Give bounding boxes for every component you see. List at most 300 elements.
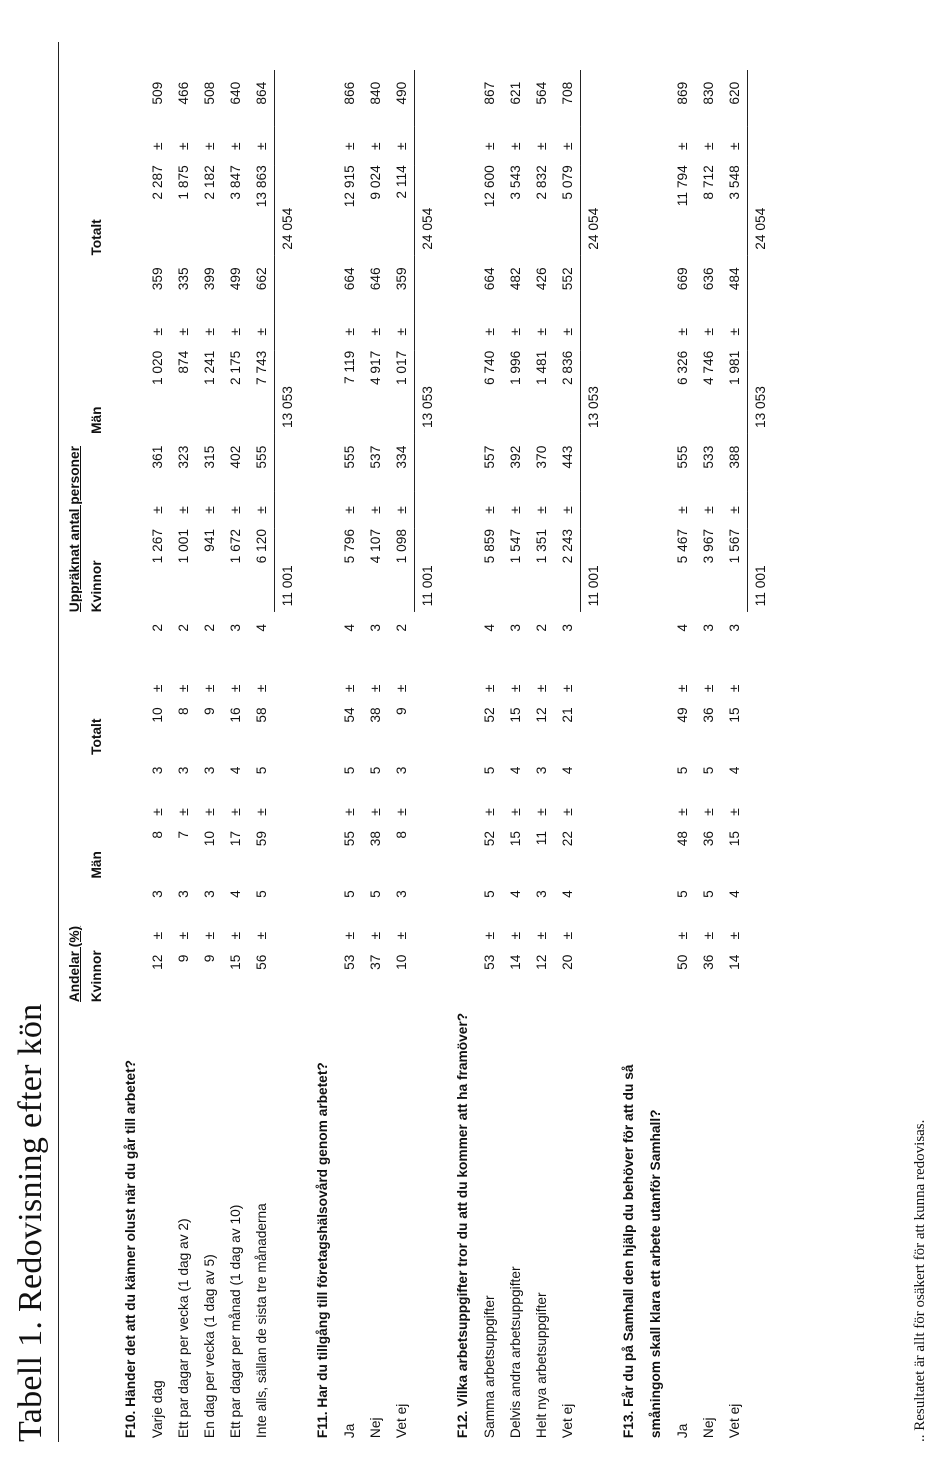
plus-minus-sign: ± <box>393 506 409 514</box>
andelar-kvinnor-margin: 5 <box>481 890 497 898</box>
answer-label: Vet ej <box>559 1403 576 1439</box>
plus-minus-sign: ± <box>341 808 357 816</box>
antal-totalt-margin: 621 <box>507 81 523 105</box>
plus-minus-sign: ± <box>341 506 357 514</box>
andelar-man-value: 36 <box>700 830 716 847</box>
table-body <box>107 70 772 1442</box>
antal-man-value: 7 119 <box>341 350 357 385</box>
answer-label: Varje dag <box>149 1380 165 1439</box>
antal-kvinnor-value: 4 107 <box>367 529 383 564</box>
plus-minus-sign: ± <box>175 931 191 940</box>
andelar-totalt-margin: 4 <box>253 623 270 632</box>
antal-man-margin: 482 <box>507 267 523 291</box>
antal-kvinnor-value: 5 859 <box>481 529 497 564</box>
andelar-kvinnor-value: 37 <box>367 954 383 970</box>
andelar-totalt-value: 15 <box>726 707 743 723</box>
antal-totalt-value: 8 712 <box>700 165 716 200</box>
andelar-man-value: 52 <box>481 830 497 847</box>
antal-kvinnor-margin: 370 <box>533 445 549 469</box>
antal-kvinnor-margin: 557 <box>481 445 497 469</box>
plus-minus-sign: ± <box>175 808 191 816</box>
question-row <box>605 70 669 1442</box>
plus-minus-sign: ± <box>201 327 217 336</box>
plus-minus-sign: ± <box>149 684 165 693</box>
andelar-kvinnor-value: 53 <box>341 954 357 970</box>
plus-minus-sign: ± <box>700 506 716 514</box>
andelar-kvinnor-margin: 5 <box>674 890 690 898</box>
plus-minus-sign: ± <box>559 808 576 816</box>
antal-man-value: 1 481 <box>533 350 549 386</box>
total-totalt: 24 054 <box>275 70 300 256</box>
plus-minus-sign: ± <box>674 684 690 693</box>
antal-man-value: 1 241 <box>201 350 217 386</box>
andelar-kvinnor-margin: 5 <box>367 890 383 898</box>
antal-man-value: 1 996 <box>507 350 523 386</box>
andelar-totalt-margin: 3 <box>559 623 576 632</box>
plus-minus-sign: ± <box>227 142 243 151</box>
total-kvinnor: 11 001 <box>748 434 773 612</box>
andelar-totalt-value: 54 <box>341 707 357 723</box>
antal-totalt-margin: 509 <box>149 81 165 105</box>
table-row <box>144 70 170 1442</box>
plus-minus-sign: ± <box>726 684 743 693</box>
andelar-totalt-value: 49 <box>674 707 690 723</box>
antal-totalt-margin: 620 <box>726 81 742 105</box>
plus-minus-sign: ± <box>559 684 576 693</box>
andelar-totalt-value: 16 <box>227 707 243 723</box>
plus-minus-sign: ± <box>149 142 165 151</box>
antal-totalt-value: 13 863 <box>253 165 269 208</box>
antal-totalt-margin: 840 <box>367 81 383 105</box>
table-row <box>196 70 222 1442</box>
antal-totalt-value: 12 915 <box>341 165 357 208</box>
andelar-man-margin: 3 <box>533 766 549 775</box>
andelar-totalt-margin: 2 <box>175 623 191 632</box>
answer-label: Nej <box>367 1417 383 1439</box>
plus-minus-sign: ± <box>533 931 549 940</box>
question-text: F12. Vilka arbetsuppgifter tror du att du kommer att ha framöver? <box>454 1012 470 1439</box>
andelar-man-margin: 5 <box>481 766 497 775</box>
plus-minus-sign: ± <box>559 506 575 514</box>
antal-totalt-value: 2 114 <box>393 165 409 199</box>
antal-kvinnor-margin: 315 <box>201 445 217 469</box>
question-spacer <box>107 70 144 1002</box>
plus-minus-sign: ± <box>533 684 549 693</box>
antal-man-value: 874 <box>175 350 191 374</box>
table-row <box>476 70 502 1442</box>
question-row <box>299 70 336 1442</box>
andelar-totalt-value: 8 <box>175 707 191 715</box>
andelar-totalt-margin: 2 <box>149 623 165 632</box>
andelar-man-margin: 3 <box>175 766 191 775</box>
andelar-man-margin: 4 <box>726 766 743 775</box>
plus-minus-sign: ± <box>481 506 497 514</box>
plus-minus-sign: ± <box>253 506 269 514</box>
andelar-kvinnor-value: 20 <box>559 954 576 970</box>
plus-minus-sign: ± <box>533 808 549 816</box>
plus-minus-sign: ± <box>533 506 549 514</box>
andelar-totalt-value: 21 <box>559 707 576 723</box>
table-row <box>721 70 748 1442</box>
plus-minus-sign: ± <box>700 684 716 693</box>
answer-label: Helt nya arbetsuppgifter <box>533 1292 549 1439</box>
plus-minus-sign: ± <box>367 506 383 514</box>
andelar-totalt-margin: 4 <box>481 623 497 632</box>
antal-man-margin: 484 <box>726 267 742 291</box>
antal-kvinnor-value: 5 796 <box>341 529 357 564</box>
plus-minus-sign: ± <box>201 142 217 151</box>
antal-kvinnor-value: 1 351 <box>533 529 549 564</box>
antal-man-margin: 646 <box>367 267 383 291</box>
antal-man-margin: 359 <box>149 267 165 291</box>
antal-man-margin: 664 <box>481 267 497 291</box>
andelar-kvinnor-margin: 3 <box>533 890 549 898</box>
table-row <box>248 70 275 1442</box>
plus-minus-sign: ± <box>481 808 497 816</box>
antal-totalt-header: Totalt <box>88 219 104 256</box>
antal-kvinnor-margin: 388 <box>726 445 742 469</box>
antal-totalt-value: 5 079 <box>559 165 575 200</box>
antal-totalt-margin: 867 <box>481 81 497 105</box>
andelar-kvinnor-value: 15 <box>227 954 243 970</box>
antal-man-margin: 335 <box>175 267 191 291</box>
andelar-totalt-margin: 2 <box>533 623 549 632</box>
antal-totalt-margin: 830 <box>700 81 716 105</box>
plus-minus-sign: ± <box>674 931 690 940</box>
antal-kvinnor-margin: 537 <box>367 445 383 469</box>
andelar-man-value: 15 <box>507 830 523 847</box>
antal-man-value: 2 836 <box>559 350 575 386</box>
question-text: F11. Har du tillgång till företagshälsovård genom arbetet? <box>314 1062 330 1439</box>
plus-minus-sign: ± <box>674 808 690 816</box>
plus-minus-sign: ± <box>700 808 716 816</box>
andelar-totalt-value: 36 <box>700 707 716 723</box>
plus-minus-sign: ± <box>559 327 575 336</box>
antal-man-margin: 399 <box>201 267 217 291</box>
andelar-kvinnor-value: 12 <box>149 954 165 970</box>
andelar-totalt-value: 10 <box>149 707 165 723</box>
antal-totalt-value: 12 600 <box>481 165 497 208</box>
andelar-man-margin: 4 <box>227 766 243 775</box>
antal-man-margin: 636 <box>700 267 716 291</box>
andelar-kvinnor-value: 14 <box>507 954 523 970</box>
plus-minus-sign: ± <box>726 327 742 336</box>
table-row <box>170 70 196 1442</box>
results-table <box>63 70 772 1442</box>
plus-minus-sign: ± <box>726 931 743 940</box>
antal-man-header: Män <box>88 406 104 434</box>
andelar-kvinnor-margin: 4 <box>559 890 576 898</box>
andelar-kvinnor-margin: 3 <box>201 890 217 898</box>
andelar-kvinnor-value: 9 <box>201 954 217 963</box>
andelar-man-value: 15 <box>726 830 743 847</box>
andelar-totalt-value: 38 <box>367 707 383 723</box>
answer-label: Vet ej <box>393 1403 410 1439</box>
antal-kvinnor-value: 1 567 <box>726 529 742 564</box>
antal-totalt-value: 11 794 <box>674 165 690 207</box>
table-row <box>669 70 695 1442</box>
table-row <box>362 70 388 1442</box>
question-text: F10. Händer det att du känner olust när du går till arbetet? <box>122 1059 138 1439</box>
answer-label: En dag per vecka (1 dag av 5) <box>201 1254 217 1439</box>
antal-kvinnor-value: 941 <box>201 529 217 552</box>
andelar-totalt-value: 58 <box>253 707 270 723</box>
andelar-man-value: 8 <box>149 830 165 839</box>
antal-kvinnor-value: 1 267 <box>149 529 165 564</box>
andelar-man-value: 17 <box>227 830 243 847</box>
total-totalt: 24 054 <box>748 70 773 256</box>
antal-man-value: 1 017 <box>393 350 409 386</box>
andelar-man-value: 48 <box>674 830 690 847</box>
totals-row <box>275 70 300 1442</box>
andelar-totalt-value: 52 <box>481 707 497 723</box>
totals-row <box>748 70 773 1442</box>
plus-minus-sign: ± <box>149 931 165 940</box>
antal-man-margin: 499 <box>227 267 243 291</box>
andelar-man-margin: 5 <box>341 766 357 775</box>
andelar-kvinnor-margin: 4 <box>726 890 743 898</box>
question-spacer <box>439 70 476 1002</box>
question-row <box>107 70 144 1442</box>
plus-minus-sign: ± <box>507 142 523 151</box>
title-rule <box>58 42 59 1442</box>
table-row <box>528 70 554 1442</box>
plus-minus-sign: ± <box>674 506 690 514</box>
answer-label: Ett par dagar per vecka (1 dag av 2) <box>175 1218 191 1439</box>
total-man: 13 053 <box>275 256 300 434</box>
antal-man-margin: 669 <box>674 267 690 291</box>
antal-totalt-margin: 708 <box>559 81 575 105</box>
table-row <box>388 70 415 1442</box>
plus-minus-sign: ± <box>507 327 523 336</box>
andelar-man-margin: 4 <box>507 766 523 775</box>
andelar-totalt-margin: 4 <box>341 623 357 632</box>
antal-kvinnor-value: 1 098 <box>393 529 409 564</box>
antal-totalt-value: 9 024 <box>367 165 383 200</box>
andelar-kvinnor-value: 56 <box>253 954 270 970</box>
antal-man-value: 4 746 <box>700 350 716 386</box>
plus-minus-sign: ± <box>227 684 243 693</box>
andelar-kvinnor-margin: 3 <box>175 890 191 898</box>
plus-minus-sign: ± <box>253 142 269 151</box>
andelar-man-margin: 5 <box>367 766 383 775</box>
andelar-kvinnor-value: 14 <box>726 954 743 970</box>
antal-man-value: 4 917 <box>367 350 383 386</box>
total-man: 13 053 <box>415 256 440 434</box>
plus-minus-sign: ± <box>700 931 716 940</box>
plus-minus-sign: ± <box>674 142 690 151</box>
plus-minus-sign: ± <box>393 327 409 336</box>
andelar-totalt-margin: 4 <box>674 623 690 632</box>
plus-minus-sign: ± <box>507 931 523 940</box>
plus-minus-sign: ± <box>481 142 497 151</box>
andelar-totalt-value: 9 <box>393 707 410 715</box>
andelar-man-margin: 5 <box>700 766 716 775</box>
plus-minus-sign: ± <box>726 808 743 816</box>
andelar-man-value: 11 <box>533 830 549 846</box>
answer-label: Nej <box>700 1417 716 1439</box>
plus-minus-sign: ± <box>393 931 410 940</box>
antal-totalt-margin: 466 <box>175 81 191 105</box>
plus-minus-sign: ± <box>481 327 497 336</box>
plus-minus-sign: ± <box>341 684 357 693</box>
antal-kvinnor-margin: 555 <box>341 445 357 469</box>
plus-minus-sign: ± <box>253 327 269 336</box>
andelar-totalt-value: 15 <box>507 707 523 723</box>
plus-minus-sign: ± <box>700 327 716 336</box>
antal-kvinnor-margin: 361 <box>149 445 165 469</box>
andelar-man-value: 55 <box>341 830 357 847</box>
plus-minus-sign: ± <box>726 142 742 151</box>
answer-label: Inte alls, sällan de sista tre månaderna <box>253 1203 270 1439</box>
andelar-man-margin: 3 <box>201 766 217 775</box>
antal-kvinnor-header: Kvinnor <box>88 560 104 613</box>
plus-minus-sign: ± <box>175 684 191 693</box>
table-row <box>502 70 528 1442</box>
total-man: 13 053 <box>581 256 606 434</box>
antal-kvinnor-margin: 402 <box>227 445 243 469</box>
andelar-man-margin: 3 <box>393 766 410 775</box>
andelar-man-margin: 3 <box>149 766 165 775</box>
answer-label: Vet ej <box>726 1403 743 1439</box>
plus-minus-sign: ± <box>481 684 497 693</box>
andelar-man-value: 59 <box>253 830 270 847</box>
total-totalt: 24 054 <box>415 70 440 256</box>
andelar-man-value: 22 <box>559 830 576 847</box>
total-kvinnor: 11 001 <box>415 434 440 612</box>
antal-kvinnor-value: 3 967 <box>700 529 716 564</box>
antal-totalt-value: 2 182 <box>201 165 217 200</box>
antal-kvinnor-margin: 443 <box>559 445 575 469</box>
antal-man-value: 1 981 <box>726 350 742 386</box>
group-header-row <box>63 70 85 1442</box>
plus-minus-sign: ± <box>201 931 217 940</box>
antal-totalt-margin: 864 <box>253 81 269 105</box>
andelar-man-value: 7 <box>175 830 191 839</box>
antal-totalt-margin: 866 <box>341 81 357 105</box>
antal-man-value: 1 020 <box>149 350 165 386</box>
antal-totalt-margin: 640 <box>227 81 243 105</box>
andelar-kvinnor-margin: 5 <box>253 890 270 898</box>
antal-kvinnor-margin: 334 <box>393 445 409 469</box>
plus-minus-sign: ± <box>700 142 716 151</box>
plus-minus-sign: ± <box>507 506 523 514</box>
andelar-man-margin: 4 <box>559 766 576 775</box>
plus-minus-sign: ± <box>367 808 383 816</box>
andelar-man-margin: 5 <box>674 766 690 775</box>
antal-kvinnor-margin: 533 <box>700 445 716 469</box>
plus-minus-sign: ± <box>253 808 270 816</box>
plus-minus-sign: ± <box>341 142 357 151</box>
antal-man-margin: 359 <box>393 267 409 291</box>
total-totalt: 24 054 <box>581 70 606 256</box>
andelar-totalt-margin: 3 <box>507 623 523 632</box>
plus-minus-sign: ± <box>253 684 270 693</box>
antal-kvinnor-margin: 323 <box>175 445 191 469</box>
andelar-man-header: Män <box>88 851 104 879</box>
andelar-totalt-margin: 3 <box>367 623 383 632</box>
totals-spacer <box>275 612 300 1442</box>
table-row <box>695 70 721 1442</box>
antal-totalt-value: 2 287 <box>149 165 165 200</box>
andelar-kvinnor-margin: 5 <box>341 890 357 898</box>
uppraknat-header: Uppräknat antal personer <box>66 445 82 613</box>
andelar-man-margin: 5 <box>253 766 270 775</box>
andelar-kvinnor-value: 50 <box>674 954 690 970</box>
table-row <box>554 70 581 1442</box>
andelar-man-value: 8 <box>393 830 410 839</box>
plus-minus-sign: ± <box>149 327 165 336</box>
antal-totalt-margin: 490 <box>393 81 409 105</box>
antal-kvinnor-value: 1 547 <box>507 529 523 564</box>
plus-minus-sign: ± <box>175 506 191 514</box>
plus-minus-sign: ± <box>481 931 497 940</box>
antal-totalt-margin: 564 <box>533 81 549 105</box>
andelar-kvinnor-margin: 4 <box>227 890 243 898</box>
plus-minus-sign: ± <box>559 142 575 151</box>
plus-minus-sign: ± <box>674 327 690 336</box>
plus-minus-sign: ± <box>201 684 217 693</box>
antal-totalt-margin: 508 <box>201 81 217 105</box>
answer-label: Ja <box>341 1423 357 1439</box>
andelar-kvinnor-value: 12 <box>533 954 549 970</box>
antal-totalt-value: 3 548 <box>726 165 742 200</box>
andelar-totalt-header: Totalt <box>88 718 104 755</box>
andelar-totalt-value: 12 <box>533 707 549 723</box>
totals-row <box>415 70 440 1442</box>
plus-minus-sign: ± <box>507 684 523 693</box>
plus-minus-sign: ± <box>227 808 243 816</box>
total-kvinnor: 11 001 <box>275 434 300 612</box>
totals-spacer <box>581 612 606 1442</box>
plus-minus-sign: ± <box>393 142 409 151</box>
plus-minus-sign: ± <box>175 327 191 336</box>
total-kvinnor: 11 001 <box>581 434 606 612</box>
andelar-totalt-value: 9 <box>201 707 217 715</box>
plus-minus-sign: ± <box>367 327 383 336</box>
antal-kvinnor-margin: 555 <box>253 445 269 469</box>
antal-man-value: 2 175 <box>227 350 243 386</box>
plus-minus-sign: ± <box>201 808 217 816</box>
andelar-kvinnor-margin: 4 <box>507 890 523 898</box>
plus-minus-sign: ± <box>149 808 165 816</box>
question-spacer <box>299 70 336 1002</box>
antal-totalt-value: 1 875 <box>175 165 191 200</box>
antal-kvinnor-value: 1 672 <box>227 529 243 564</box>
antal-kvinnor-value: 5 467 <box>674 529 690 564</box>
antal-kvinnor-value: 2 243 <box>559 529 575 564</box>
andelar-man-value: 38 <box>367 830 383 847</box>
plus-minus-sign: ± <box>175 142 191 151</box>
antal-man-margin: 662 <box>253 267 269 291</box>
plus-minus-sign: ± <box>341 327 357 336</box>
plus-minus-sign: ± <box>393 684 410 693</box>
plus-minus-sign: ± <box>367 142 383 151</box>
antal-totalt-value: 3 543 <box>507 165 523 200</box>
antal-man-value: 6 326 <box>674 350 690 386</box>
answer-label: Ett par dagar per månad (1 dag av 10) <box>227 1204 243 1439</box>
plus-minus-sign: ± <box>201 506 217 514</box>
plus-minus-sign: ± <box>507 808 523 816</box>
andelar-kvinnor-value: 10 <box>393 954 410 970</box>
plus-minus-sign: ± <box>341 931 357 940</box>
question-spacer <box>605 70 669 1002</box>
plus-minus-sign: ± <box>227 327 243 336</box>
antal-totalt-margin: 869 <box>674 81 690 105</box>
andelar-kvinnor-header: Kvinnor <box>88 950 104 1003</box>
answer-label: Delvis andra arbetsuppgifter <box>507 1266 523 1439</box>
antal-kvinnor-value: 1 001 <box>175 529 191 564</box>
